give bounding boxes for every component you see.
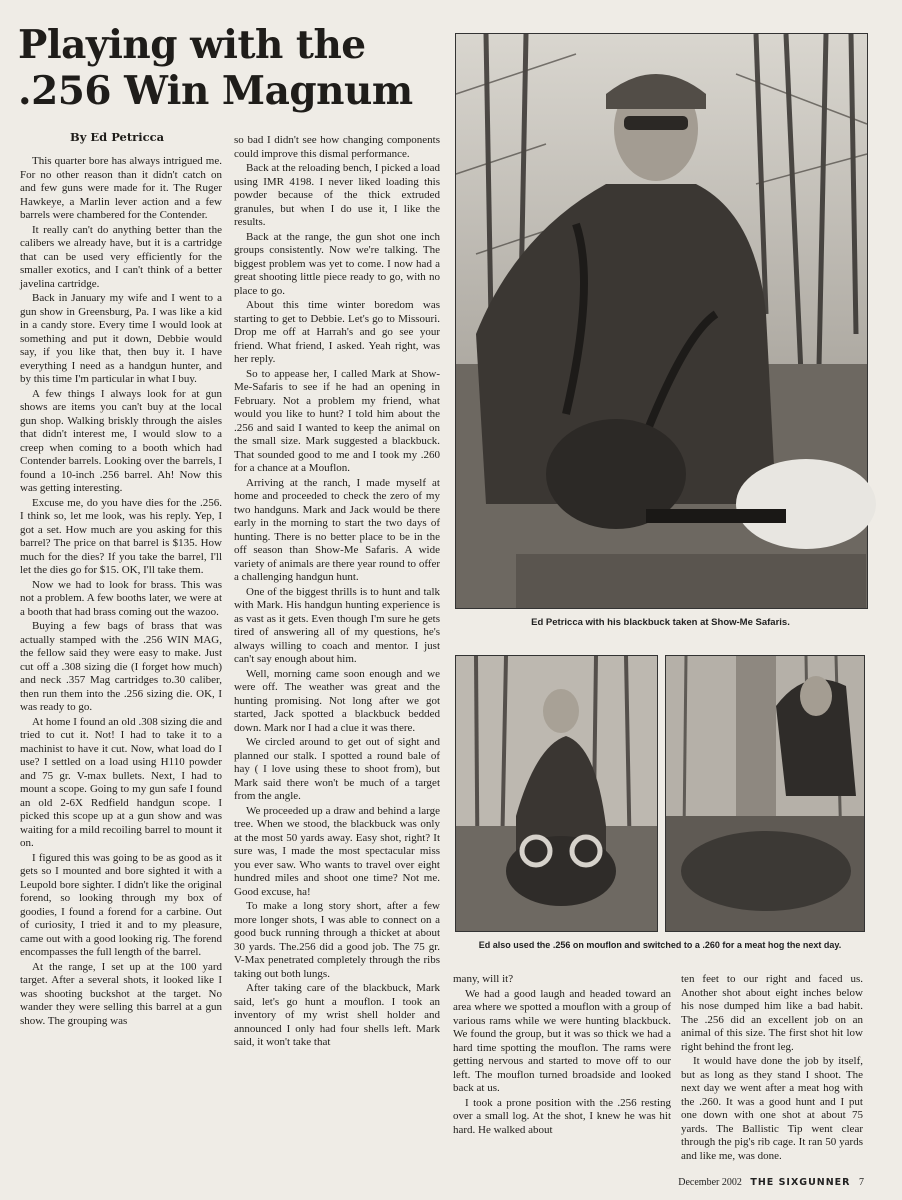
paragraph: A few things I always look for at gun shows are items you can't buy at the local gun shop. Walking briskly through the aisles that didn't interest me, I would slow to a creep when coming to a booth which had Contender barrels. Looking over the barrels, I found a 10-inch .256 barrel. Ah! Now this was getting interesting.	[20, 387, 222, 494]
paragraph: Back at the range, the gun shot one inch groups consistently. Now we're talking. The biggest problem was yet to come. I now had a great shooting little piece ready to go, with no place to go.	[234, 230, 440, 297]
paragraph: It would have done the job by itself, but as long as they stand I shoot. The next day we went after a meat hog with the .260. It was a good hunt and I put one down with one shot at about 75 yards. The Ballistic Tip went clear through the pig's rib cage. It ran 50 yards and like me, was done.	[681, 1055, 863, 1162]
paragraph: It really can't do anything better than the calibers we already have, but it is a cartridge that can be used very efficiently for the smaller exotics, and I can't think of a better javelina cartridge.	[20, 223, 222, 290]
magazine-name: THE SIXGUNNER	[750, 1177, 851, 1188]
paragraph: This quarter bore has always intrigued me. For no other reason than it didn't catch on and few guns were made for it. The Ruger Hawkeye, a Marlin lever action and a few barrels were chambered for the Contender.	[20, 155, 222, 221]
page-number: 7	[859, 1177, 864, 1188]
paragraph: We had a good laugh and headed toward an area where we spotted a mouflon with a group of various rams while we were hunting blackbuck. We found the group, but it was so thick we had a hard time spotting the mouflon. The rams were getting nervous and started to move off to our left. The mouflon turned broadside and looked back at us.	[453, 987, 671, 1094]
title-line-1: Playing with the	[18, 22, 366, 68]
paragraph: Now we had to look for brass. This was not a problem. A few booths later, we were at a booth that had brass coming out the wazoo.	[20, 578, 222, 618]
byline: By Ed Petricca	[70, 130, 165, 144]
paragraph: Back at the reloading bench, I picked a load using IMR 4198. I never liked loading this powder because of the thick extruded granules, but when I do use it, I like the results.	[234, 162, 440, 228]
paragraph: One of the biggest thrills is to hunt and talk with Mark. His handgun hunting experience is as vast as it gets. Even though I'm sure he gets tired of answering all of my questions, he's always willing to coach and mentor. I just can't say enough about him.	[234, 585, 440, 665]
mouflon-photo	[455, 655, 658, 932]
paragraph: Excuse me, do you have dies for the .256. I think so, let me look, was his reply. Yep, I got a set. How much are you asking for this barrel? The price on that barrel is $135. How much for the dies? If you take the barrel, I'll let the dies go for $15. OK, I'll take them.	[20, 496, 222, 576]
paragraph: About this time winter boredom was starting to get to Debbie. Let's go to Missouri. Drop me off at Harrah's and go see your friend. What friend, I asked. Yeah right, was her reply.	[234, 299, 440, 365]
page-footer	[678, 1177, 864, 1188]
hog-photo	[665, 655, 865, 932]
text-column-3	[453, 973, 671, 1168]
hog-photo-art	[666, 656, 864, 931]
text-column-2	[234, 134, 440, 1048]
text-column-1	[20, 155, 222, 1165]
blackbuck-hunter-photo	[455, 33, 868, 609]
paragraph: so bad I didn't see how changing components could improve this dismal performance.	[234, 134, 440, 160]
mouflon-photo-art	[456, 656, 657, 931]
title-line-2: .256 Win Magnum	[18, 68, 413, 114]
main-photo-caption: Ed Petricca with his blackbuck taken at Show-Me Safaris.	[531, 617, 790, 628]
paragraph: ten feet to our right and faced us. Another shot about eight inches below his nose dumped him like a bad habit. The .256 did an excellent job on an animal of this size. The first shot hit low right behind the front leg.	[681, 973, 863, 1053]
paragraph: I figured this was going to be as good as it gets so I mounted and bore sighted it with a Leupold bore sighter. I didn't like the original forend, so looking through my box of goodies, I found a forend for a carbine. Out of curiosity, I tried it and to my pleasure, came out with a good looking rig. The forend encompasses the full length of the barrel.	[20, 851, 222, 958]
blackbuck-photo-art	[456, 34, 867, 608]
paragraph: Well, morning came soon enough and we were off. The weather was great and the hunting promising. Not long after we got started, Jack spotted a blackbuck bedded down. Mark nor I had a clue it was there.	[234, 667, 440, 734]
paragraph: Buying a few bags of brass that was actually stamped with the .256 WIN MAG, the fellow said they were easy to make. Just cut off a .308 sizing die (I forget how much) and neck .357 Mag cartridges to.30 caliber, then run them into the .256 sizing die. OK, I was ready to go.	[20, 620, 222, 713]
paragraph: We circled around to get out of sight and planned our stalk. I spotted a round bale of hay ( I love using these to shoot from), but Mark said there won't be much of a target from the angle.	[234, 736, 440, 802]
paragraph: After taking care of the blackbuck, Mark said, let's go hunt a mouflon. I took an inventory of my wrist shell holder and announced I only had four shells left. Mark said, it won't take that	[234, 982, 440, 1048]
paragraph: At the range, I set up at the 100 yard target. After a several shots, it looked like I was shooting buckshot at the target. No wander they were selling this barrel at a gun show. The grouping was	[20, 960, 222, 1027]
paragraph: many, will it?	[453, 973, 514, 985]
paragraph: We proceeded up a draw and behind a large tree. When we stood, the blackbuck was only at the most 50 yards away. Easy shot, right? It sure was, I made the most spectacular miss you ever saw. Who wants to travel over eight hundred miles and shoot one time? Not me. Good excuse, ha!	[234, 804, 440, 898]
paragraph: Arriving at the ranch, I made myself at home and proceeded to check the zero of my two handguns. Mark and Jack would be there early in the morning to start the two days of hunting. There is no better place to be in the off season than Show-Me Safaris. A wide variety of animals are there year round to offer a challenging handgun hunt.	[234, 476, 440, 583]
small-photos-caption: Ed also used the .256 on mouflon and switched to a .260 for a meat hog the next day.	[478, 940, 842, 950]
paragraph: At home I found an old .308 sizing die and tried to cut it. Not! I had to take it to a machinist to have it cut. Now, what load do I use? I settled on a load using H110 powder and 75 gr. V-max bullets. Next, I had to mount a scope. Going to my gun safe I found an old 2-6X Redfield handgun scope. I picked this scope up at a gun show and was waiting for a mild recoiling barrel to mount it on.	[20, 715, 222, 849]
paragraph: Back in January my wife and I went to a gun show in Greensburg, Pa. I was like a kid in a candy store. Every time I would look at something and put it down, Debbie would say, if you like that, then buy it. I have everything I need as a handgun hunter, and by this time I'm particular in what I buy.	[20, 292, 222, 385]
text-column-4	[681, 973, 863, 1168]
paragraph: So to appease her, I called Mark at Show-Me-Safaris to see if he had an opening in February. Not a problem my friend, what would you like to hunt? I told him about the .256 and said I wanted to keep the animal on the small size. Mark suggested a blackbuck. That sounded good to me and I took my .260 for a chance at a Mouflon.	[234, 367, 440, 474]
paragraph: To make a long story short, after a few more longer shots, I was able to connect on a good buck running through a thicket at about 30 yards. The.256 did a good job. The 75 gr. V-Max penetrated completely through the ribs taking out both lungs.	[234, 900, 440, 980]
issue-date: December 2002	[678, 1177, 742, 1188]
paragraph: I took a prone position with the .256 resting over a small log. At the shot, I knew he was hit hard. He walked about	[453, 1096, 671, 1136]
article-title	[18, 22, 448, 114]
